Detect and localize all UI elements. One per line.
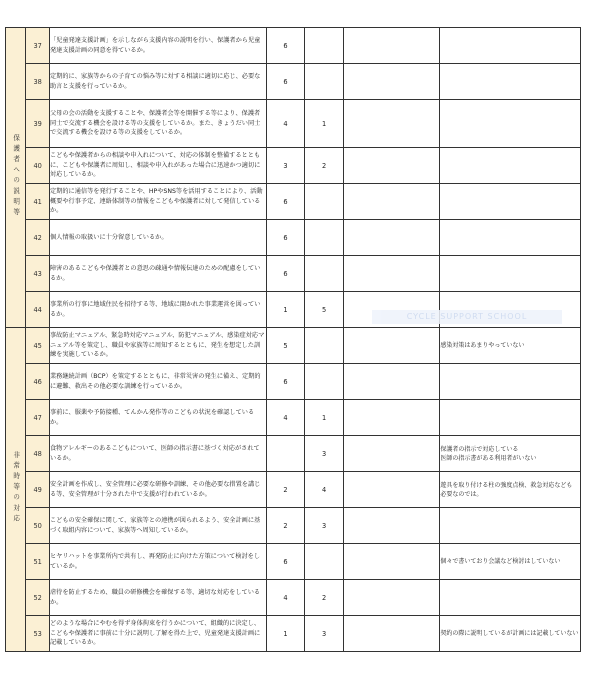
no-count: 5: [305, 292, 344, 328]
comment-cell: [440, 100, 581, 148]
item-description: 「児童発達支援計画」を示しながら支援内容の説明を行い、保護者から児童発達支援計画の同意を得ているか。: [49, 28, 266, 64]
comment-cell: [440, 256, 581, 292]
section-label-text: 非常時等の対応: [11, 450, 20, 526]
item-description: 定期的に通信等を発行することや、HPやSNS等を活用することにより、活動概要や行事予定、連絡体制等の情報をこどもや保護者に対して発信しているか。: [49, 184, 266, 220]
unknown-count: [343, 184, 440, 220]
yes-count: 4: [266, 100, 305, 148]
item-number: 51: [26, 544, 50, 580]
unknown-count: [343, 616, 440, 652]
item-description: 業務継続計画（BCP）を策定するとともに、非常災害の発生に備え、定期的に避難、救出その他必要な訓練を行っているか。: [49, 364, 266, 400]
item-description: 事故防止マニュアル、緊急時対応マニュアル、防犯マニュアル、感染症対応マニュアル等を策定し、職員や家族等に周知するとともに、発生を想定した訓練を実施しているか。: [49, 328, 266, 364]
no-count: 3: [305, 508, 344, 544]
unknown-count: [343, 28, 440, 64]
no-count: 1: [305, 100, 344, 148]
yes-count: 6: [266, 544, 305, 580]
table-row: [6, 220, 581, 256]
yes-count: 6: [266, 64, 305, 100]
item-description: 父母の会の活動を支援することや、保護者会等を開催する等により、保護者同士で交流する機会を設ける等の支援をしているか。また、きょうだい同士で交流する機会を設ける等の支援をしているか。: [49, 100, 266, 148]
unknown-count: [343, 64, 440, 100]
yes-count: 6: [266, 364, 305, 400]
comment-cell: 遊具を取り付ける柱の強度点検、救急対応なども 必要なのでは。: [440, 472, 581, 508]
unknown-count: [343, 256, 440, 292]
comment-cell: [440, 508, 581, 544]
comment-cell: 保護者の指示で対応している 医師の指示書がある利用者がいない: [440, 436, 581, 472]
unknown-count: [343, 148, 440, 184]
item-description: 障害のあるこどもや保護者との意思の疎通や情報伝達のための配慮をしているか。: [49, 256, 266, 292]
table-row: [6, 580, 581, 616]
unknown-count: [343, 400, 440, 436]
no-count: 3: [305, 616, 344, 652]
table-row: [6, 64, 581, 100]
item-description: 事前に、服薬や予防接種、てんかん発作等のこどもの状況を確認しているか。: [49, 400, 266, 436]
no-count: [305, 256, 344, 292]
table-body: [6, 28, 581, 652]
table-row: [6, 616, 581, 652]
yes-count: 4: [266, 580, 305, 616]
unknown-count: [343, 580, 440, 616]
yes-count: 6: [266, 28, 305, 64]
item-number: 43: [26, 256, 50, 292]
item-number: 53: [26, 616, 50, 652]
no-count: [305, 28, 344, 64]
item-description: こどもや保護者からの相談や申入れについて、対応の体制を整備するとともに、こどもや保護者に周知し、相談や申入れがあった場合に迅速かつ適切に対応しているか。: [49, 148, 266, 184]
comment-cell: [440, 580, 581, 616]
table-row: [6, 508, 581, 544]
comment-cell: 感染対策はあまりやっていない: [440, 328, 581, 364]
item-number: 52: [26, 580, 50, 616]
item-description: 虐待を防止するため、職員の研修機会を確保する等、適切な対応をしているか。: [49, 580, 266, 616]
item-number: 39: [26, 100, 50, 148]
yes-count: 1: [266, 616, 305, 652]
table-row: [6, 28, 581, 64]
item-number: 45: [26, 328, 50, 364]
unknown-count: [343, 328, 440, 364]
yes-count: 6: [266, 256, 305, 292]
yes-count: 3: [266, 148, 305, 184]
yes-count: 2: [266, 508, 305, 544]
yes-count: 2: [266, 472, 305, 508]
yes-count: 6: [266, 184, 305, 220]
item-description: 食物アレルギーのあるこどもについて、医師の指示書に基づく対応がされているか。: [49, 436, 266, 472]
item-description: ヒヤリハットを事業所内で共有し、再発防止に向けた方策について検討をしているか。: [49, 544, 266, 580]
item-description: 事業所の行事に地域住民を招待する等、地域に開かれた事業運営を図っているか。: [49, 292, 266, 328]
item-number: 49: [26, 472, 50, 508]
unknown-count: [343, 220, 440, 256]
yes-count: 6: [266, 220, 305, 256]
no-count: [305, 184, 344, 220]
yes-count: 5: [266, 328, 305, 364]
item-number: 37: [26, 28, 50, 64]
item-number: 42: [26, 220, 50, 256]
table-row: [6, 436, 581, 472]
item-number: 48: [26, 436, 50, 472]
yes-count: 1: [266, 292, 305, 328]
item-number: 41: [26, 184, 50, 220]
evaluation-table: [5, 27, 581, 652]
table-row: [6, 100, 581, 148]
unknown-count: [343, 436, 440, 472]
comment-cell: [440, 64, 581, 100]
item-number: 40: [26, 148, 50, 184]
section-label: [6, 28, 26, 328]
unknown-count: [343, 544, 440, 580]
table-row: [6, 148, 581, 184]
item-description: どのような場合にやむを得ず身体拘束を行うかについて、組織的に決定し、こどもや保護者に事前に十分に説明し了解を得た上で、児童発達支援計画に記載しているか。: [49, 616, 266, 652]
comment-cell: [440, 28, 581, 64]
table-row: [6, 472, 581, 508]
no-count: [305, 364, 344, 400]
comment-cell: [440, 184, 581, 220]
item-number: 38: [26, 64, 50, 100]
unknown-count: [343, 100, 440, 148]
item-number: 47: [26, 400, 50, 436]
comment-cell: 個々で書いており会議など検討はしていない: [440, 544, 581, 580]
unknown-count: [343, 508, 440, 544]
yes-count: 4: [266, 400, 305, 436]
table-row: [6, 544, 581, 580]
item-description: 定期的に、家族等からの子育ての悩み等に対する相談に適切に応じ、必要な助言と支援を行っているか。: [49, 64, 266, 100]
comment-cell: [440, 364, 581, 400]
section-label-text: 保護者への説明等: [11, 133, 20, 219]
item-number: 44: [26, 292, 50, 328]
no-count: 4: [305, 472, 344, 508]
comment-cell: 契約の際に説明しているが計画には記載していない: [440, 616, 581, 652]
comment-cell: [440, 220, 581, 256]
table-row: [6, 184, 581, 220]
comment-cell: [440, 400, 581, 436]
table-row: [6, 400, 581, 436]
item-number: 46: [26, 364, 50, 400]
no-count: [305, 64, 344, 100]
no-count: [305, 328, 344, 364]
watermark: CYCLE SUPPORT SCHOOL: [372, 310, 562, 324]
no-count: 2: [305, 580, 344, 616]
no-count: 2: [305, 148, 344, 184]
comment-cell: [440, 148, 581, 184]
no-count: [305, 220, 344, 256]
section-label: [6, 328, 26, 652]
unknown-count: [343, 364, 440, 400]
table-row: [6, 328, 581, 364]
no-count: 1: [305, 400, 344, 436]
item-number: 50: [26, 508, 50, 544]
no-count: [305, 544, 344, 580]
no-count: 3: [305, 436, 344, 472]
yes-count: [266, 436, 305, 472]
table-row: [6, 256, 581, 292]
table-row: [6, 364, 581, 400]
item-description: 個人情報の取扱いに十分留意しているか。: [49, 220, 266, 256]
item-description: こどもの安全確保に関して、家族等との連携が図られるよう、安全計画に基づく取組内容について、家族等へ周知しているか。: [49, 508, 266, 544]
item-description: 安全計画を作成し、安全管理に必要な研修や訓練、その他必要な措置を講じる等、安全管理が十分された中で支援が行われているか。: [49, 472, 266, 508]
unknown-count: [343, 472, 440, 508]
